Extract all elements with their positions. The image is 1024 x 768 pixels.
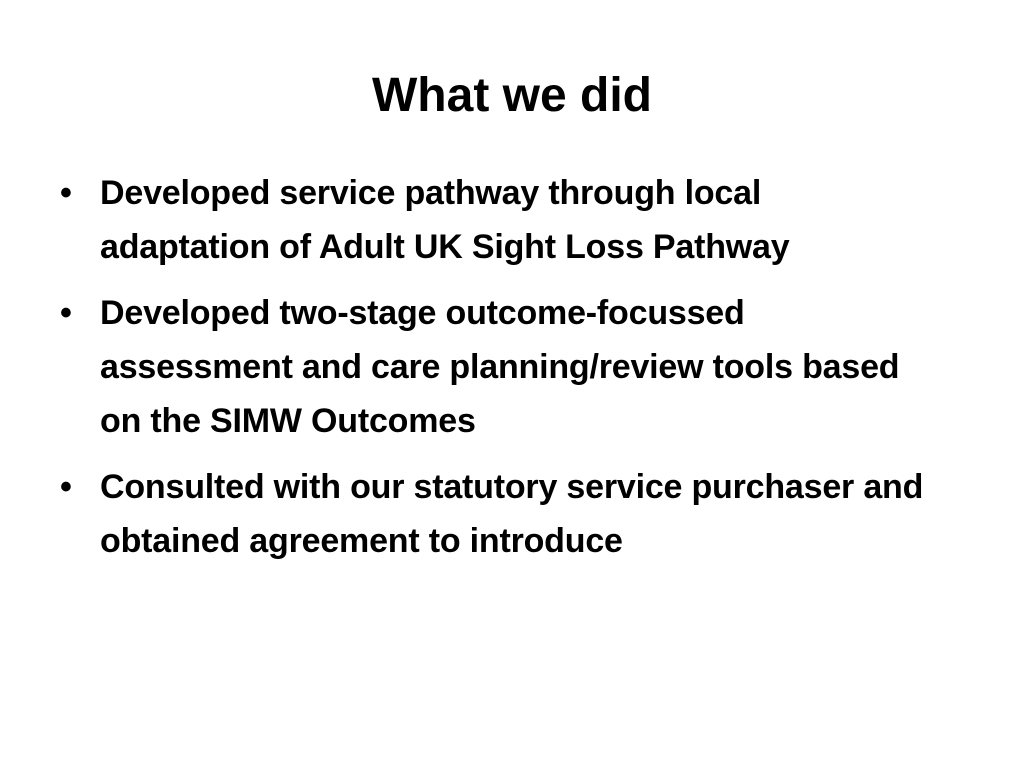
- bullet-item: [56, 460, 936, 568]
- bullet-item: [56, 286, 936, 448]
- bullet-text: Consulted with our statutory service purchaser and obtained agreement to introduce: [100, 468, 924, 560]
- bullet-icon: •: [60, 174, 72, 212]
- bullet-icon: •: [60, 294, 72, 332]
- bullet-list: [56, 166, 936, 580]
- bullet-text: Developed two-stage outcome-focussed assessment and care planning/review tools based on the SIMW Outcomes: [100, 294, 900, 440]
- bullet-text: Developed service pathway through local adaptation of Adult UK Sight Loss Pathway: [100, 174, 790, 266]
- bullet-item: [56, 166, 936, 274]
- slide-title: What we did: [372, 69, 652, 122]
- bullet-icon: •: [60, 468, 72, 506]
